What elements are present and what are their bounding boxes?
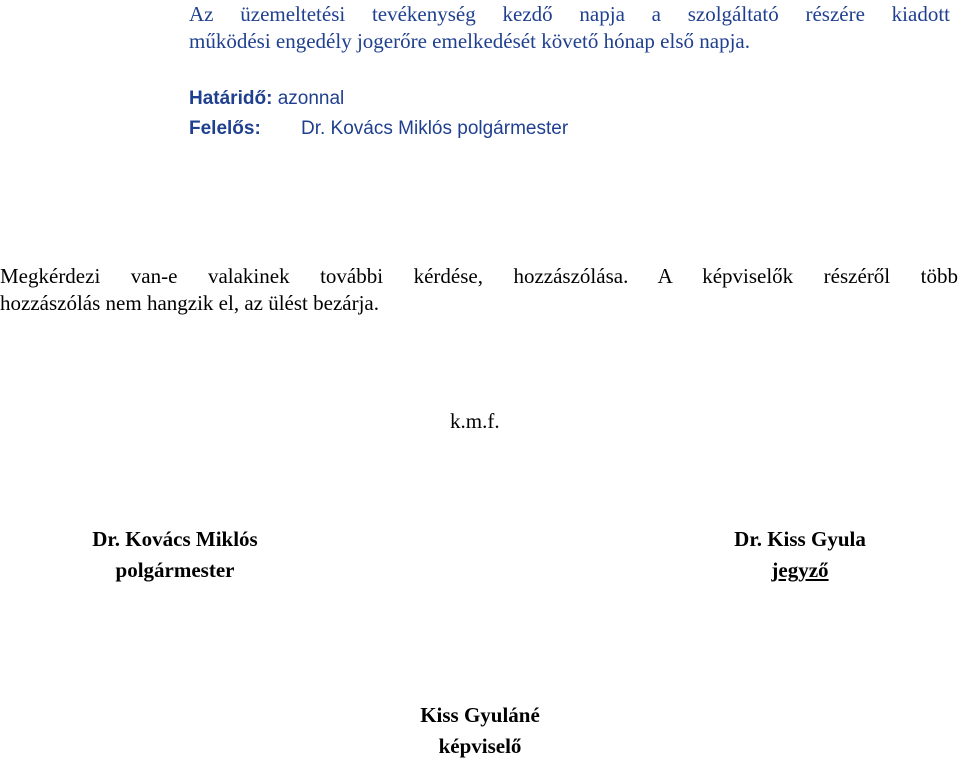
paragraph-2-line-2: hozzászólás nem hangzik el, az ülést bezárja.: [0, 291, 379, 315]
signature-left-name: Dr. Kovács Miklós: [92, 527, 258, 551]
deadline-label: Határidő:: [189, 88, 273, 109]
responsible-row: [189, 117, 568, 141]
signature-right-title: jegyző: [771, 558, 829, 582]
signature-left: [60, 524, 290, 586]
signature-right: [700, 524, 900, 586]
deadline-row: [189, 87, 344, 111]
signature-left-title: polgármester: [115, 558, 235, 582]
signature-bottom-title: képviselő: [438, 734, 522, 758]
paragraph-2-line-1: Megkérdezi van-e valakinek további kérdése, hozzászólása. A képviselők részéről több: [0, 264, 958, 288]
responsible-label: Felelős:: [189, 118, 261, 139]
paragraph-1-line-2: működési engedély jogerőre emelkedését követő hónap első napja.: [189, 29, 750, 53]
kmf-text: k.m.f.: [450, 409, 500, 433]
responsible-value: Dr. Kovács Miklós polgármester: [301, 118, 569, 139]
signature-bottom: [380, 700, 580, 762]
signature-bottom-name: Kiss Gyuláné: [420, 703, 540, 727]
paragraph-1-line-1: Az üzemeltetési tevékenység kezdő napja a szolgáltató részére kiadott: [189, 2, 950, 26]
signature-right-name: Dr. Kiss Gyula: [734, 527, 866, 551]
deadline-value: azonnal: [277, 88, 345, 109]
